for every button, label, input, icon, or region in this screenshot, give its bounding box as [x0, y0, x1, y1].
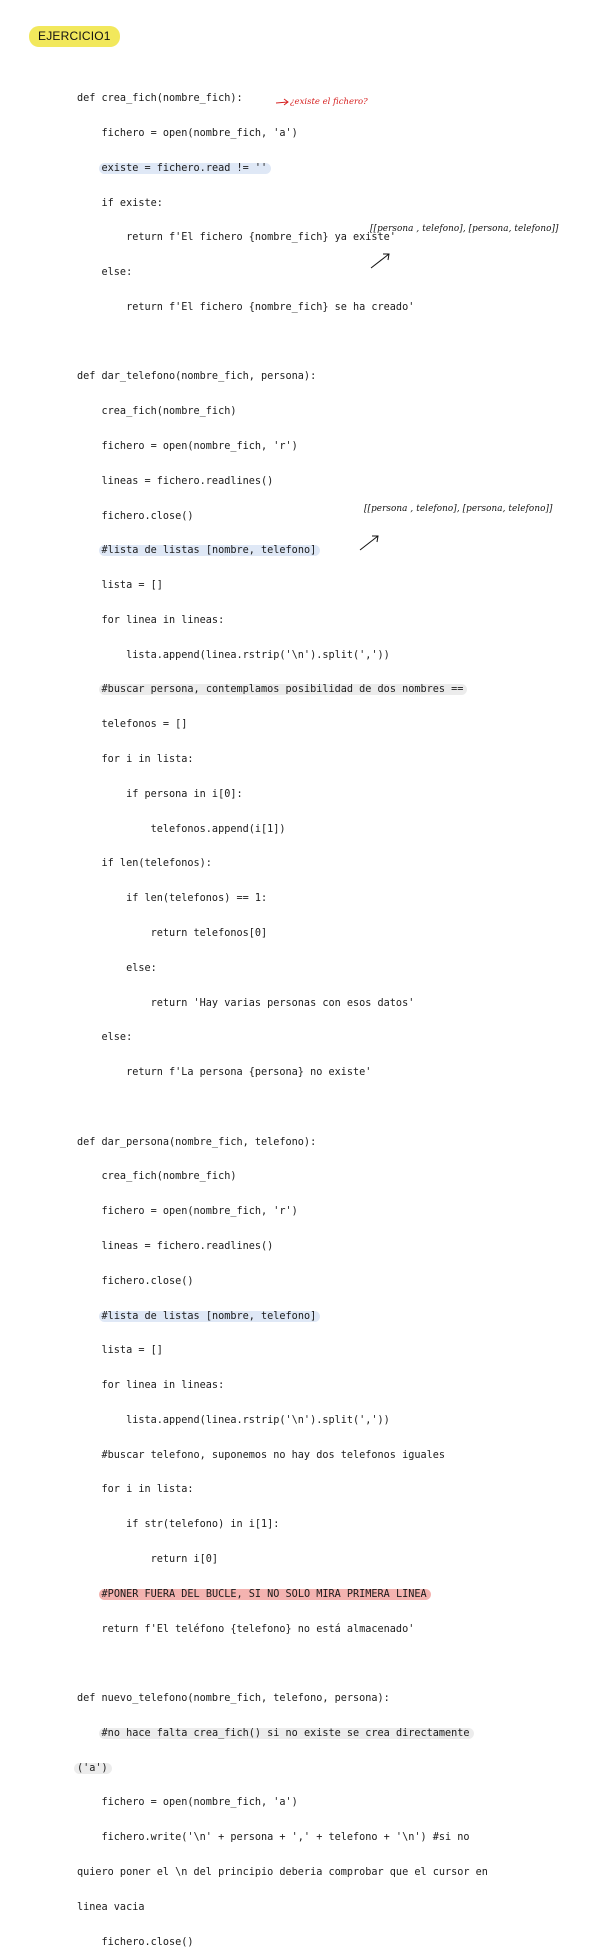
- code-line: fichero = open(nombre_fich, 'a'): [77, 1797, 298, 1809]
- code-line: crea_fich(nombre_fich): [77, 406, 237, 418]
- highlighted-comment: #lista de listas [nombre, telefono]: [99, 1311, 321, 1322]
- highlighted-warning-comment: #PONER FUERA DEL BUCLE, SI NO SOLO MIRA PRIMERA LINEA: [99, 1589, 431, 1600]
- code-line: if persona in i[0]:: [77, 788, 243, 800]
- list-shape-annotation: [[persona , telefono], [persona, telefono]]: [370, 224, 559, 234]
- code-line-existe: [77, 163, 587, 175]
- code-line: if len(telefonos) == 1:: [77, 893, 268, 905]
- existe-annotation: ¿existe el fichero?: [290, 97, 368, 107]
- code-line: for linea in lineas:: [77, 614, 225, 626]
- code-line: telefonos.append(i[1]): [77, 823, 286, 835]
- code-line: def crea_fich(nombre_fich):: [77, 93, 243, 105]
- code-line: return f'La persona {persona} no existe': [77, 1067, 372, 1079]
- code-line: return 'Hay varias personas con esos datos': [77, 997, 415, 1009]
- code-line: fichero = open(nombre_fich, 'a'): [77, 127, 298, 139]
- code-line-comment: [77, 684, 587, 696]
- highlighted-comment: #buscar persona, contemplamos posibilidad de dos nombres ==: [99, 684, 468, 695]
- blank-line: [77, 337, 587, 349]
- code-line-comment: [77, 545, 587, 557]
- list-shape-annotation: [[persona , telefono], [persona, telefono]]: [364, 504, 553, 514]
- code-line-comment: [77, 1311, 587, 1323]
- code-line: return telefonos[0]: [77, 927, 268, 939]
- code-line: quiero poner el \n del principio deberia comprobar que el cursor en: [77, 1867, 488, 1879]
- code-line: def dar_persona(nombre_fich, telefono):: [77, 1136, 317, 1148]
- code-line: else:: [77, 962, 157, 974]
- pointer-arrow-icon: [369, 251, 393, 271]
- blank-line: [77, 1102, 587, 1114]
- code-line: lista.append(linea.rstrip('\n').split(',')): [77, 649, 390, 661]
- code-line: else:: [77, 267, 133, 279]
- code-line: for linea in lineas:: [77, 1380, 225, 1392]
- code-line: return f'El fichero {nombre_fich} ya existe': [77, 232, 396, 244]
- code-line: def dar_telefono(nombre_fich, persona):: [77, 371, 317, 383]
- code-line: telefonos = []: [77, 719, 188, 731]
- code-line: for i in lista:: [77, 1484, 194, 1496]
- code-line: return i[0]: [77, 1554, 219, 1565]
- code-line: if existe:: [77, 197, 163, 209]
- red-arrow-icon: [275, 97, 291, 107]
- code-line: lineas = fichero.readlines(): [77, 475, 274, 487]
- highlighted-existe-line: existe = fichero.read != '': [99, 163, 272, 174]
- pointer-arrow-icon: [358, 533, 382, 553]
- code-line: fichero.write('\n' + persona + ',' + telefono + '\n') #si no: [77, 1832, 470, 1844]
- code-line: for i in lista:: [77, 754, 194, 766]
- code-line: if str(telefono) in i[1]:: [77, 1519, 280, 1531]
- code-line-comment: [77, 1728, 587, 1740]
- code-line: fichero = open(nombre_fich, 'r'): [77, 1206, 298, 1218]
- code-line: lineas = fichero.readlines(): [77, 1240, 274, 1252]
- code-line: return f'El fichero {nombre_fich} se ha creado': [77, 301, 415, 313]
- code-line: else:: [77, 1032, 133, 1044]
- code-line-warning: [77, 1589, 587, 1601]
- code-line: fichero.close(): [77, 510, 194, 522]
- highlighted-comment: #lista de listas [nombre, telefono]: [99, 545, 321, 556]
- exercise-title: EJERCICIO1: [29, 26, 120, 47]
- highlighted-comment: #no hace falta crea_fich() si no existe se crea directamente: [99, 1728, 474, 1739]
- code-line: #buscar telefono, suponemos no hay dos telefonos iguales: [77, 1449, 446, 1461]
- code-line-continuation: [77, 1763, 587, 1775]
- highlighted-comment: ('a'): [74, 1763, 112, 1774]
- code-listing: [77, 70, 587, 1960]
- code-line: def nuevo_telefono(nombre_fich, telefono, persona):: [77, 1693, 390, 1705]
- code-line: linea vacia: [77, 1901, 145, 1913]
- code-line: fichero.close(): [77, 1275, 194, 1287]
- code-line: if len(telefonos):: [77, 858, 212, 870]
- code-line: fichero = open(nombre_fich, 'r'): [77, 441, 298, 452]
- code-line: crea_fich(nombre_fich): [77, 1171, 237, 1183]
- code-line: lista = []: [77, 1345, 163, 1357]
- code-line: return f'El teléfono {telefono} no está almacenado': [77, 1623, 415, 1635]
- code-line: lista.append(linea.rstrip('\n').split(',')): [77, 1414, 390, 1426]
- code-line: lista = []: [77, 580, 163, 592]
- code-line: fichero.close(): [77, 1936, 194, 1948]
- blank-line: [77, 1658, 587, 1670]
